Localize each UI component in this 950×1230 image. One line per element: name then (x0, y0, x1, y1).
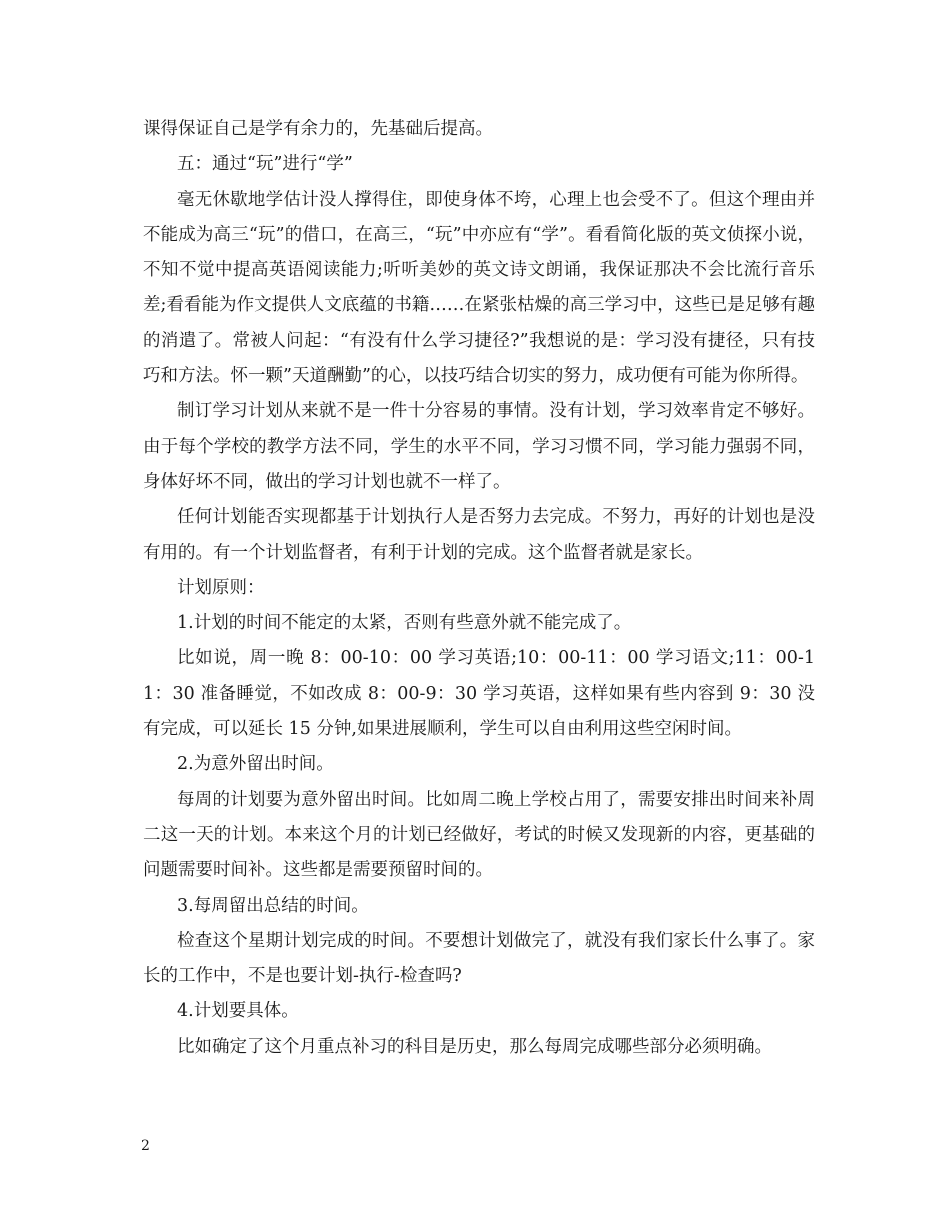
principle-2-detail: 每周的计划要为意外留出时间。比如周二晚上学校占用了，需要安排出时间来补周二这一天的计划。本来这个月的计划已经做好，考试的时候又发现新的内容，更基础的问题需要时间补。这些都是需要预留时间的。 (143, 789, 815, 881)
principle-2: 2.为意外留出时间。 (177, 754, 334, 775)
page-number: 2 (141, 1138, 150, 1154)
paragraph-play-and-learn: 毫无休歇地学估计没人撑得住，即使身体不垮，心理上也会受不了。但这个理由并不能成为高三“玩”的借口，在高三，“玩”中亦应有“学”。看看简化版的英文侦探小说，不知不觉中提高英语阅读能力;听听美妙的英文诗文朗诵，我保证那决不会比流行音乐差;看看能为作文提供人文底蕴的书籍……在紧张枯燥的高三学习中，这些已是足够有趣的消遣了。常被人问起：“有没有什么学习捷径?”我想说的是：学习没有捷径，只有技巧和方法。怀一颗”天道酬勤”的心，以技巧结合切实的努力，成功便有可能为你所得。 (143, 189, 815, 387)
paragraph-study-plan-intro: 制订学习计划从来就不是一件十分容易的事情。没有计划，学习效率肯定不够好。由于每个学校的教学方法不同，学生的水平不同，学习习惯不同，学习能力强弱不同，身体好坏不同，做出的学习计划也就不一样了。 (143, 401, 815, 492)
principle-4: 4.计划要具体。 (177, 1001, 299, 1022)
principle-1: 1.计划的时间不能定的太紧，否则有些意外就不能完成了。 (177, 613, 632, 634)
paragraph-plan-supervisor: 任何计划能否实现都基于计划执行人是否努力去完成。不努力，再好的计划也是没有用的。有一个计划监督者，有利于计划的完成。这个监督者就是家长。 (143, 507, 815, 563)
body-text (143, 112, 815, 1065)
paragraph-continuation: 课得保证自己是学有余力的，先基础后提高。 (143, 119, 493, 139)
section-heading-five: 五：通过“玩”进行“学” (177, 154, 353, 175)
principle-1-example: 比如说，周一晚 8：00-10：00 学习英语;10：00-11：00 学习语文;11：00-11：30 准备睡觉，不如改成 8：00-9：30 学习英语，这样如果有些内容到 9：30 没有完成，可以延长 15 分钟,如果进展顺利，学生可以自由利用这些空闲时间。 (143, 648, 815, 740)
plan-principles-heading: 计划原则： (177, 577, 265, 598)
principle-4-detail: 比如确定了这个月重点补习的科目是历史，那么每周完成哪些部分必须明确。 (177, 1036, 772, 1057)
principle-3-detail: 检查这个星期计划完成的时间。不要想计划做完了，就没有我们家长什么事了。家长的工作中，不是也要计划-执行-检查吗? (143, 930, 815, 987)
principle-3: 3.每周留出总结的时间。 (177, 895, 369, 916)
